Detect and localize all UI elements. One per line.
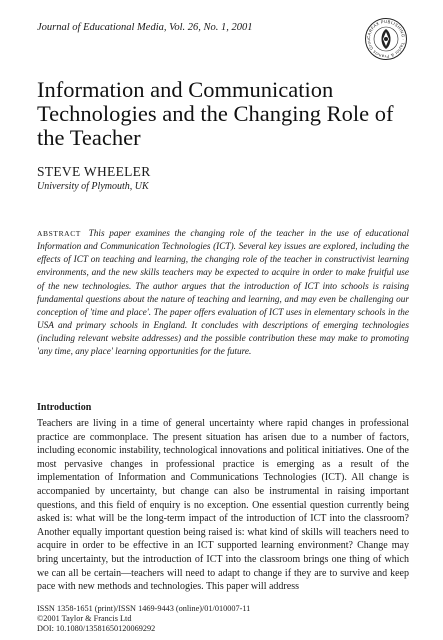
abstract-text: This paper examines the changing role of the teacher in the use of educational Information and Communication Technologies (ICT). Several key issues are explored, including the effects of ICT on teaching and learning, the changing role of the teacher in constructivist learning environments, and the new skills teachers may be expected to acquire in order to make fruitful use of the new technologies. The author argues that the introduction of ICT into schools is raising fundamental questions about the nature of teaching and learning, and may even be challenging our conception of 'time and place'. The paper offers evaluation of ICT uses in elementary schools in the USA and primary schools in England. It concludes with descriptions of emerging technologies (including relevant website addresses) and the possible contribution these may make to promoting 'any time, any place' learning opportunities for the future. (37, 229, 409, 358)
doi-line: DOI: 10.1080/13581650120069292 (37, 624, 156, 634)
carfax-publishing-logo (364, 17, 408, 61)
author-name: STEVE WHEELER (37, 164, 151, 179)
copyright-line: ©2001 Taylor & Francis Ltd (37, 614, 132, 624)
introduction-paragraph: Teachers are living in a time of general uncertainty where rapid changes in professional practice are commonplace. The present situation has arisen due to a number of factors, including economic instability, technological innovations and political initiatives. One of the most pervasive changes in professional practice is emerging as a result of the implementation of Information and Communications Technologies (ICT). All change is accompanied by uncertainty, but change can also be instrumental in raising important questions, and this field of enquiry is no exception. One essential question currently being asked is: what will be the long-term impact of the introduction of ICT into the classroom? Another equally important question being raised is: what kind of skills will teachers need to acquire in order to be effective in an ICT supported learning environment? Change may bring uncertainty, but the introduction of ICT into the classroom brings one thing of which we can all be certain—teachers will need to adapt to change if they are to survive and keep pace with new methods and technologies. This paper will address (37, 418, 409, 593)
article-footer (37, 604, 250, 635)
abstract (37, 227, 409, 360)
issn-line: ISSN 1358-1651 (print)/ISSN 1469-9443 (online)/01/010007-11 (37, 604, 251, 613)
svg-text:CARFAX PUBLISHING · Taylor & F: CARFAX PUBLISHING · Taylor & Francis Grou (365, 18, 407, 60)
author-affiliation: University of Plymouth, UK (37, 181, 149, 192)
article-title: Information and Communication Technologies and the Changing Role of the Teacher (37, 77, 394, 150)
section-heading-introduction: Introduction (37, 402, 92, 413)
abstract-label: ABSTRACT (37, 229, 81, 238)
journal-citation: Journal of Educational Media, Vol. 26, No. 1, 2001 (37, 22, 253, 33)
